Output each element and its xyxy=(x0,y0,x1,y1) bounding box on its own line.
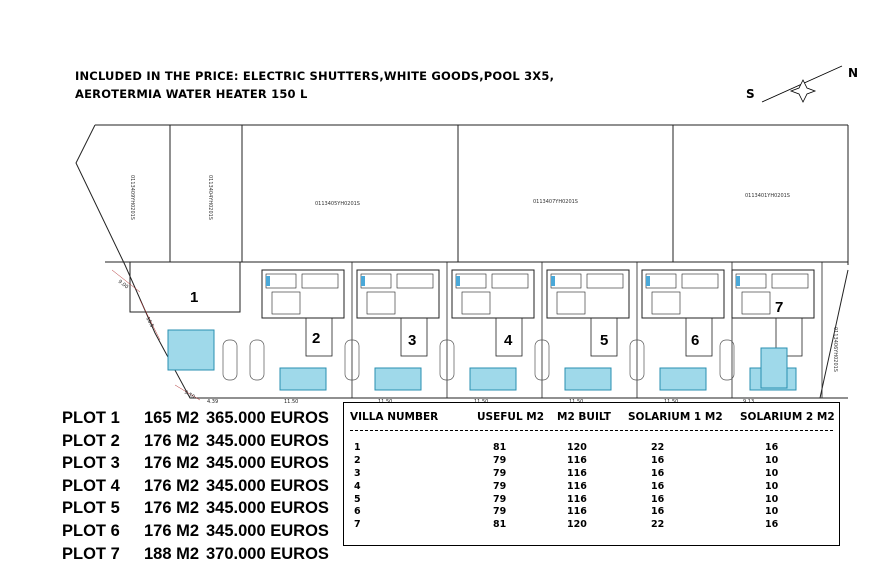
plot-number-2: 2 xyxy=(312,330,321,347)
villa-room xyxy=(367,292,395,314)
header-solarium-1: SOLARIUM 1 M2 xyxy=(628,411,723,423)
solarium-1-m2-cell: 16 xyxy=(651,493,665,505)
villa-footprint xyxy=(357,270,439,318)
villa-fixture xyxy=(736,276,740,286)
parcel-label-4: 0113407YH0201S xyxy=(533,199,578,205)
plot-name: PLOT 1 xyxy=(62,409,120,427)
table-row xyxy=(344,442,839,455)
inclusions-line-1: INCLUDED IN THE PRICE: ELECTRIC SHUTTERS,WHITE GOODS,POOL 3X5, xyxy=(75,69,555,83)
plot-row xyxy=(62,497,329,520)
header-m2-built: M2 BUILT xyxy=(557,411,611,423)
dimension-label-5: 11.50 xyxy=(284,399,299,405)
table-body xyxy=(344,442,839,532)
table-divider xyxy=(350,430,833,431)
villa-room xyxy=(772,274,808,288)
plot-price: 345.000 EUROS xyxy=(206,454,329,473)
plot-number-3: 3 xyxy=(408,332,417,349)
useful-m2-cell: 81 xyxy=(493,519,507,531)
solarium-2-m2-cell: 10 xyxy=(765,454,779,466)
plot-price: 345.000 EUROS xyxy=(206,476,329,495)
table-row xyxy=(344,506,839,519)
parcel-label-5: 0113401YH0201S xyxy=(745,193,790,199)
pool xyxy=(470,368,516,390)
solarium-1-m2-cell: 16 xyxy=(651,454,665,466)
villa-number-cell: 7 xyxy=(354,519,361,531)
villa-number-cell: 3 xyxy=(354,467,361,479)
table-row xyxy=(344,468,839,481)
m2-built-cell: 120 xyxy=(567,519,587,531)
plot-price: 345.000 EUROS xyxy=(206,499,329,518)
useful-m2-cell: 79 xyxy=(493,454,507,466)
solarium-1-m2-cell: 22 xyxy=(651,442,665,453)
solarium-2-m2-cell: 10 xyxy=(765,467,779,479)
plot-price: 345.000 EUROS xyxy=(206,431,329,450)
table-row xyxy=(344,481,839,494)
villa-room xyxy=(492,274,528,288)
dimension-label-1: 9.00 xyxy=(116,278,130,291)
dimension-label-2: 16.5 xyxy=(144,316,155,329)
villa-room xyxy=(551,274,581,288)
villa-footprint xyxy=(130,262,240,312)
useful-m2-cell: 79 xyxy=(493,506,507,518)
villa-number-cell: 4 xyxy=(354,480,361,492)
solarium-2-m2-cell: 10 xyxy=(765,506,779,518)
plot-price: 370.000 EUROS xyxy=(206,544,329,563)
plot-name: PLOT 2 xyxy=(62,431,120,450)
villa-room xyxy=(302,274,338,288)
plot-price: 345.000 EUROS xyxy=(206,521,329,540)
useful-m2-cell: 81 xyxy=(493,442,507,453)
villa-fixture xyxy=(456,276,460,286)
villa-number-cell: 6 xyxy=(354,506,361,518)
plot-area: 176 M2 xyxy=(144,521,200,540)
solarium-2-m2-cell: 16 xyxy=(765,442,779,453)
plot-number-7: 7 xyxy=(775,299,784,316)
dimension-label-3: 9.50 xyxy=(183,389,196,401)
villa-room xyxy=(462,292,490,314)
villa-room xyxy=(736,274,766,288)
solarium-1-m2-cell: 16 xyxy=(651,467,665,479)
plot-row xyxy=(62,430,329,453)
villa-fixture xyxy=(646,276,650,286)
plot-number-1: 1 xyxy=(190,289,199,306)
plot-row xyxy=(62,407,329,430)
table-row xyxy=(344,494,839,507)
plot-area: 176 M2 xyxy=(144,499,200,518)
inclusions-line-2: AEROTERMIA WATER HEATER 150 L xyxy=(75,87,308,101)
villa-footprint xyxy=(642,270,724,318)
pool xyxy=(761,348,787,388)
header-useful-m2: USEFUL M2 xyxy=(477,411,545,423)
plot-area: 165 M2 xyxy=(144,409,200,427)
table-row xyxy=(344,455,839,468)
villa-footprint xyxy=(262,270,344,318)
villa-fixture xyxy=(361,276,365,286)
header-solarium-2: SOLARIUM 2 M2 xyxy=(740,411,835,423)
plot-area: 176 M2 xyxy=(144,454,200,473)
villa-room xyxy=(397,274,433,288)
useful-m2-cell: 79 xyxy=(493,480,507,492)
parcel-label-3: 0113405YH0201S xyxy=(315,201,360,207)
villa-room xyxy=(361,274,391,288)
m2-built-cell: 120 xyxy=(567,442,587,453)
plot-name: PLOT 3 xyxy=(62,454,120,473)
pool xyxy=(565,368,611,390)
plot-name: PLOT 7 xyxy=(62,544,120,563)
plot-number-5: 5 xyxy=(600,332,609,349)
plot-area: 176 M2 xyxy=(144,476,200,495)
villa-footprint xyxy=(452,270,534,318)
parcel-label-1: 0113409YH0201S xyxy=(129,175,135,220)
villa-footprint xyxy=(732,270,814,318)
plot-area: 188 M2 xyxy=(144,544,200,563)
plot-number-6: 6 xyxy=(691,332,700,349)
villa-number-cell: 1 xyxy=(354,442,361,453)
villa-room xyxy=(646,274,676,288)
m2-built-cell: 116 xyxy=(567,493,587,505)
villa-fixture xyxy=(551,276,555,286)
villa-room xyxy=(266,274,296,288)
villa-area-table xyxy=(343,402,840,546)
villa-room xyxy=(742,292,770,314)
solarium-1-m2-cell: 16 xyxy=(651,480,665,492)
villa-room xyxy=(682,274,718,288)
table-row xyxy=(344,519,839,532)
m2-built-cell: 116 xyxy=(567,506,587,518)
pool xyxy=(280,368,326,390)
solarium-1-m2-cell: 22 xyxy=(651,519,665,531)
plot-number-4: 4 xyxy=(504,332,513,349)
plot-area: 176 M2 xyxy=(144,431,200,450)
useful-m2-cell: 79 xyxy=(493,493,507,505)
plot-name: PLOT 4 xyxy=(62,476,120,495)
pool xyxy=(375,368,421,390)
plot-row xyxy=(62,520,329,543)
solarium-2-m2-cell: 10 xyxy=(765,480,779,492)
m2-built-cell: 116 xyxy=(567,467,587,479)
compass-north-label: N xyxy=(848,66,859,80)
dimension-label-4: 4.39 xyxy=(207,399,219,405)
villa-room xyxy=(557,292,585,314)
villa-number-cell: 5 xyxy=(354,493,361,505)
villa-room xyxy=(652,292,680,314)
compass-icon xyxy=(762,66,842,102)
pool xyxy=(660,368,706,390)
villa-room xyxy=(272,292,300,314)
villa-footprint xyxy=(547,270,629,318)
plot-row xyxy=(62,543,329,566)
plot-price-list xyxy=(62,407,329,565)
plot-name: PLOT 5 xyxy=(62,499,120,518)
plot-row xyxy=(62,475,329,498)
plot-row xyxy=(62,452,329,475)
villa-room xyxy=(587,274,623,288)
solarium-2-m2-cell: 16 xyxy=(765,519,779,531)
villa-room xyxy=(456,274,486,288)
pool xyxy=(168,330,214,370)
parcel-label-6: 0113406YH0201S xyxy=(832,327,838,372)
useful-m2-cell: 79 xyxy=(493,467,507,479)
m2-built-cell: 116 xyxy=(567,480,587,492)
table-header xyxy=(344,411,839,425)
compass-south-label: S xyxy=(746,87,755,101)
car-icon xyxy=(223,340,237,380)
solarium-1-m2-cell: 16 xyxy=(651,506,665,518)
villa-number-cell: 2 xyxy=(354,454,361,466)
car-icon xyxy=(250,340,264,380)
m2-built-cell: 116 xyxy=(567,454,587,466)
villa-fixture xyxy=(266,276,270,286)
parcel-label-2: 0113404YH0201S xyxy=(207,175,213,220)
plot-price: 365.000 EUROS xyxy=(206,409,329,427)
plot-name: PLOT 6 xyxy=(62,521,120,540)
header-villa-number: VILLA NUMBER xyxy=(350,411,439,423)
solarium-2-m2-cell: 10 xyxy=(765,493,779,505)
